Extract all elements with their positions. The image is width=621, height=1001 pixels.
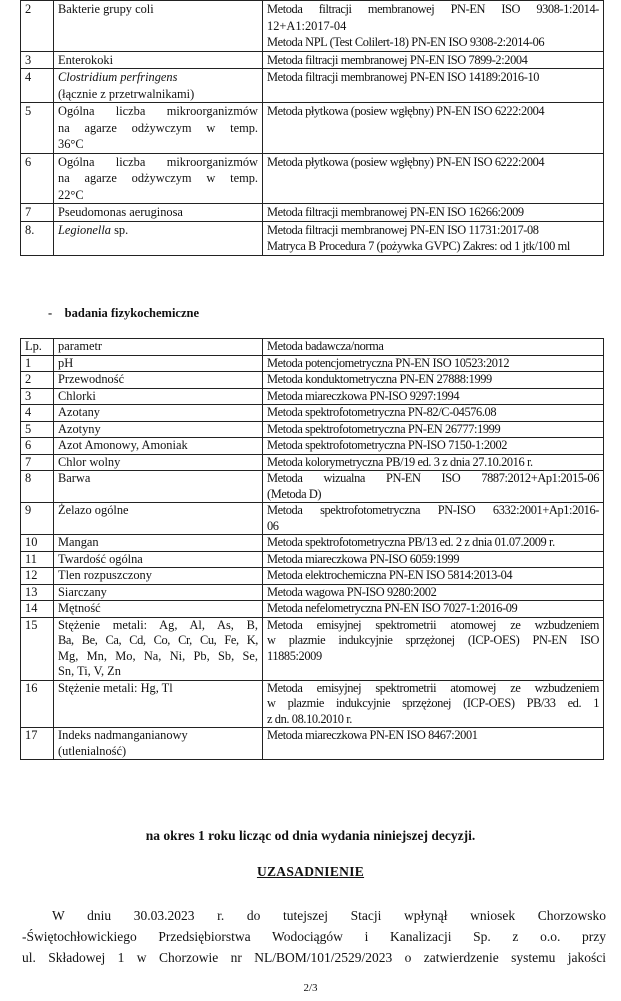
table-row xyxy=(21,204,604,222)
parameter-cell: Pseudomonas aeruginosa xyxy=(54,204,263,222)
table-header-row xyxy=(21,339,604,356)
parameter-line: 22°C xyxy=(58,187,84,202)
table-row xyxy=(21,221,604,255)
method-line: Metoda emisyjnej spektrometrii atomowej ze wzbudzeniem xyxy=(267,680,599,695)
table-row xyxy=(21,454,604,471)
method-cell: Metoda filtracji membranowej PN-EN ISO 14189:2016-10 xyxy=(263,69,604,103)
method-cell xyxy=(263,221,604,255)
parameter-line: Indeks nadmanganianowy xyxy=(58,728,188,742)
parameter-cell: Mętność xyxy=(54,601,263,618)
row-number: 8 xyxy=(21,471,54,503)
row-number: 10 xyxy=(21,535,54,552)
method-cell: Metoda płytkowa (posiew wgłębny) PN-EN ISO 6222:2004 xyxy=(263,153,604,204)
parameter-line: Ogólna liczba mikroorganizmów xyxy=(58,104,258,118)
method-cell: Metoda miareczkowa PN-ISO 9297:1994 xyxy=(263,388,604,405)
table-row xyxy=(21,372,604,389)
physicochemical-methods-table xyxy=(20,338,604,760)
parameter-cell: Enterokoki xyxy=(54,51,263,69)
row-number: 12 xyxy=(21,568,54,585)
parameter-line: Clostridium perfringens xyxy=(58,70,178,84)
method-cell: Metoda płytkowa (posiew wgłębny) PN-EN ISO 6222:2004 xyxy=(263,103,604,154)
method-line: w plazmie indukcyjnie sprzężonej (ICP-OES) PN-EN ISO xyxy=(267,633,599,647)
method-line: w plazmie indukcyjnie sprzężonej (ICP-OES) PB/33 ed. 1 xyxy=(267,696,599,710)
row-number: 4 xyxy=(21,69,54,103)
parameter-line: 36°C xyxy=(58,137,84,151)
parameter-cell: Mangan xyxy=(54,535,263,552)
parameter-cell: Żelazo ogólne xyxy=(54,503,263,535)
row-number: 17 xyxy=(21,728,54,760)
row-number: 5 xyxy=(21,103,54,154)
parameter-line: Ogólna liczba mikroorganizmów xyxy=(58,154,258,169)
row-number: 1 xyxy=(21,355,54,372)
page-number: 2/3 xyxy=(303,982,318,994)
method-cell xyxy=(263,503,604,535)
parameter-cell: Barwa xyxy=(54,471,263,503)
method-cell xyxy=(263,471,604,503)
parameter-cell: Stężenie metali: Hg, Tl xyxy=(54,680,263,728)
method-line: 06 xyxy=(267,518,279,533)
paragraph-line: W dniu 30.03.2023 r. do tutejszej Stacji wpłynął wniosek Chorzowsko xyxy=(52,908,606,923)
parameter-line: (łącznie z przetrwalnikami) xyxy=(58,86,195,101)
row-number: 7 xyxy=(21,204,54,222)
row-number: 9 xyxy=(21,503,54,535)
parameter-suffix: sp. xyxy=(111,222,129,237)
method-line: Matryca B Procedura 7 (pożywka GVPC) Zakres: od 1 jtk/100 ml xyxy=(267,239,570,253)
parameter-line: Ba, Be, Ca, Cd, Co, Cr, Cu, Fe, K, xyxy=(58,633,258,647)
table-row xyxy=(21,551,604,568)
method-cell: Metoda nefelometryczna PN-EN ISO 7027-1:2016-09 xyxy=(263,601,604,618)
table-row xyxy=(21,1,604,52)
row-number: 2 xyxy=(21,372,54,389)
row-number: 15 xyxy=(21,617,54,680)
method-cell: Metoda miareczkowa PN-EN ISO 8467:2001 xyxy=(263,728,604,760)
parameter-cell: Azotany xyxy=(54,405,263,422)
parameter-genus: Legionella xyxy=(58,222,111,237)
parameter-line: (utlenialność) xyxy=(58,743,127,758)
header-parameter: parametr xyxy=(54,339,263,356)
row-number: 6 xyxy=(21,153,54,204)
row-number: 13 xyxy=(21,584,54,601)
parameter-line: Sn, Ti, V, Zn xyxy=(58,664,121,678)
method-line: Metoda wizualna PN-EN ISO 7887:2012+Ap1:2015-06 xyxy=(267,471,599,485)
table-row xyxy=(21,51,604,69)
table-row xyxy=(21,421,604,438)
header-method: Metoda badawcza/norma xyxy=(263,339,604,356)
method-cell: Metoda spektrofotometryczna PN-EN 26777:1999 xyxy=(263,421,604,438)
parameter-cell: Tlen rozpuszczony xyxy=(54,568,263,585)
table-row xyxy=(21,355,604,372)
method-cell xyxy=(263,617,604,680)
method-line: 12+A1:2017-04 xyxy=(267,18,347,33)
parameter-cell: Azot Amonowy, Amoniak xyxy=(54,438,263,455)
row-number: 7 xyxy=(21,454,54,471)
justification-heading: UZASADNIENIE xyxy=(256,864,365,879)
row-number: 2 xyxy=(21,1,54,52)
row-number: 14 xyxy=(21,601,54,618)
table-row xyxy=(21,471,604,503)
justification-paragraph xyxy=(22,905,606,968)
method-line: Metoda spektrofotometryczna PN-ISO 6332:2001+Ap1:2016- xyxy=(267,503,599,517)
table-row xyxy=(21,568,604,585)
method-cell xyxy=(263,1,604,52)
method-cell: Metoda spektrofotometryczna PB/13 ed. 2 z dnia 01.07.2009 r. xyxy=(263,535,604,552)
method-line: Metoda emisyjnej spektrometrii atomowej ze wzbudzeniem xyxy=(267,617,599,632)
method-cell: Metoda elektrochemiczna PN-EN ISO 5814:2013-04 xyxy=(263,568,604,585)
row-number: 4 xyxy=(21,405,54,422)
parameter-line: Stężenie metali: Ag, Al, As, B, xyxy=(58,617,258,632)
method-line: Metoda filtracji membranowej PN-EN ISO 9308-1:2014- xyxy=(267,2,599,16)
parameter-line: na agarze odżywczym w temp. xyxy=(58,171,258,185)
paragraph-line: ul. Składowej 1 w Chorzowie nr NL/BOM/101/2529/2023 o zatwierdzenie systemu jakości xyxy=(22,950,606,965)
table-row xyxy=(21,153,604,204)
microbiology-methods-table xyxy=(20,0,604,256)
row-number: 3 xyxy=(21,51,54,69)
method-cell: Metoda wagowa PN-ISO 9280:2002 xyxy=(263,584,604,601)
method-line: 11885:2009 xyxy=(267,648,322,663)
parameter-line: Mg, Mn, Mo, Na, Ni, Pb, Sb, Se, xyxy=(58,648,258,663)
method-cell: Metoda spektrofotometryczna PN-82/C-04576.08 xyxy=(263,405,604,422)
method-line: Metoda NPL (Test Colilert-18) PN-EN ISO 9308-2:2014-06 xyxy=(267,35,545,49)
row-number: 6 xyxy=(21,438,54,455)
table-row xyxy=(21,728,604,760)
parameter-cell: Przewodność xyxy=(54,372,263,389)
parameter-cell xyxy=(54,103,263,154)
method-line: z dn. 08.10.2010 r. xyxy=(267,711,352,726)
table-row xyxy=(21,617,604,680)
method-cell: Metoda potencjometryczna PN-EN ISO 10523:2012 xyxy=(263,355,604,372)
parameter-cell: Azotyny xyxy=(54,421,263,438)
row-number: 16 xyxy=(21,680,54,728)
method-cell: Metoda konduktometryczna PN-EN 27888:1999 xyxy=(263,372,604,389)
table-row xyxy=(21,405,604,422)
parameter-cell xyxy=(54,221,263,255)
section-heading: - badania fizykochemiczne xyxy=(48,306,200,320)
paragraph-line: -Świętochłowickiego Przedsiębiorstwa Wodociągów i Kanalizacji Sp. z o.o. przy xyxy=(22,929,606,944)
table-row xyxy=(21,503,604,535)
table-row xyxy=(21,388,604,405)
parameter-cell: Chlorki xyxy=(54,388,263,405)
table-row xyxy=(21,680,604,728)
table-row xyxy=(21,584,604,601)
table-row xyxy=(21,103,604,154)
table-row xyxy=(21,69,604,103)
method-cell: Metoda spektrofotometryczna PN-ISO 7150-1:2002 xyxy=(263,438,604,455)
header-lp: Lp. xyxy=(21,339,54,356)
parameter-cell: Bakterie grupy coli xyxy=(54,1,263,52)
method-cell xyxy=(263,680,604,728)
parameter-cell: Chlor wolny xyxy=(54,454,263,471)
method-cell: Metoda filtracji membranowej PN-EN ISO 7899-2:2004 xyxy=(263,51,604,69)
row-number: 3 xyxy=(21,388,54,405)
row-number: 8. xyxy=(21,221,54,255)
method-cell: Metoda filtracji membranowej PN-EN ISO 16266:2009 xyxy=(263,204,604,222)
method-line: (Metoda D) xyxy=(267,486,322,501)
table-row xyxy=(21,535,604,552)
validity-statement: na okres 1 roku licząc od dnia wydania niniejszej decyzji. xyxy=(145,828,476,843)
row-number: 5 xyxy=(21,421,54,438)
parameter-cell xyxy=(54,69,263,103)
table-row xyxy=(21,438,604,455)
row-number: 11 xyxy=(21,551,54,568)
table-row xyxy=(21,601,604,618)
parameter-cell: pH xyxy=(54,355,263,372)
parameter-line: na agarze odżywczym w temp. xyxy=(58,120,258,135)
method-cell: Metoda kolorymetryczna PB/19 ed. 3 z dnia 27.10.2016 r. xyxy=(263,454,604,471)
parameter-cell xyxy=(54,153,263,204)
parameter-cell: Siarczany xyxy=(54,584,263,601)
parameter-cell xyxy=(54,728,263,760)
method-line: Metoda filtracji membranowej PN-EN ISO 11731:2017-08 xyxy=(267,222,539,237)
parameter-cell: Twardość ogólna xyxy=(54,551,263,568)
parameter-cell xyxy=(54,617,263,680)
method-cell: Metoda miareczkowa PN-ISO 6059:1999 xyxy=(263,551,604,568)
